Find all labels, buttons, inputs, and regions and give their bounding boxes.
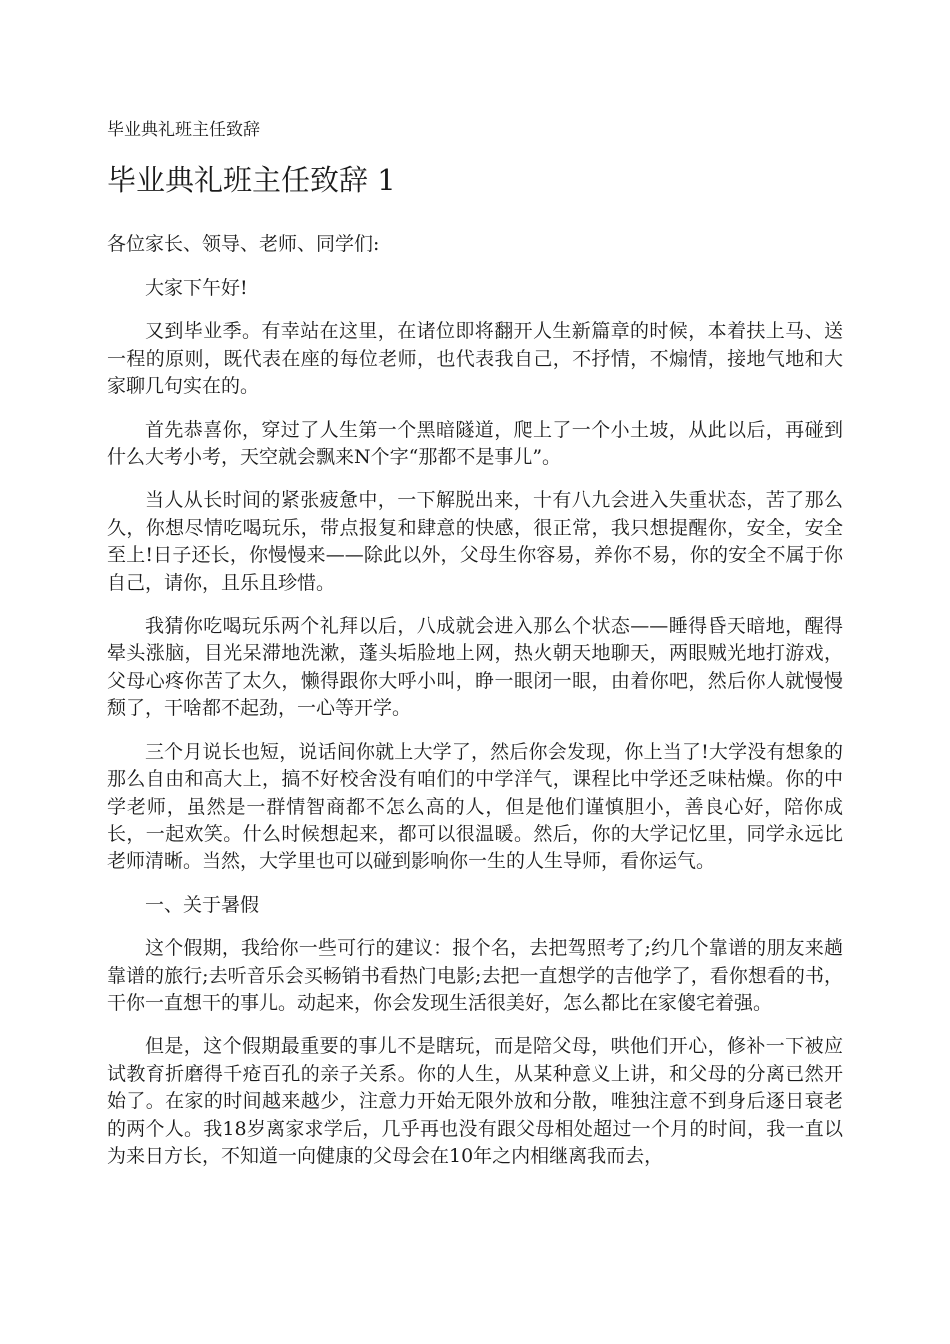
document-title: 毕业典礼班主任致辞 1 <box>107 163 396 197</box>
paragraph: 又到毕业季。有幸站在这里，在诸位即将翻开人生新篇章的时候，本着扶上马、送一程的原则，既代表在座的每位老师，也代表我自己，不抒情，不煽情，接地气地和大家聊几句实在的。 <box>107 320 843 398</box>
paragraph: 首先恭喜你，穿过了人生第一个黑暗隧道，爬上了一个小土坡，从此以后，再碰到什么大考小考，天空就会飘来N个字“那都不是事儿”。 <box>107 418 843 469</box>
paragraph: 三个月说长也短，说话间你就上大学了，然后你会发现，你上当了!大学没有想象的那么自由和高大上，搞不好校舍没有咱们的中学洋气，课程比中学还乏味枯燥。你的中学老师，虽然是一群情智商都不怎么高的人，但是他们谨慎胆小，善良心好，陪你成长，一起欢笑。什么时候想起来，都可以很温暖。然后，你的大学记忆里，同学永远比老师清晰。当然，大学里也可以碰到影响你一生的人生导师，看你运气。 <box>107 740 843 873</box>
running-header: 毕业典礼班主任致辞 <box>107 120 260 140</box>
document-body <box>107 275 843 1170</box>
section-heading: 一、关于暑假 <box>145 893 260 916</box>
paragraph: 我猜你吃喝玩乐两个礼拜以后，八成就会进入那么个状态——睡得昏天暗地，醒得晕头涨脑，目光呆滞地洗漱，蓬头垢脸地上网，热火朝天地聊天，两眼贼光地打游戏，父母心疼你苦了太久，懒得跟你大呼小叫，睁一眼闭一眼，由着你吧，然后你人就慢慢颓了，干啥都不起劲，一心等开学。 <box>107 615 843 720</box>
paragraph-greeting: 大家下午好! <box>145 277 248 299</box>
salutation: 各位家长、领导、老师、同学们: <box>107 233 380 255</box>
paragraph: 这个假期，我给你一些可行的建议：报个名，去把驾照考了;约几个靠谱的朋友来趟靠谱的旅行;去听音乐会买畅销书看热门电影;去把一直想学的吉他学了，看你想看的书，干你一直想干的事儿。动起来，你会发现生活很美好，怎么都比在家傻宅着强。 <box>107 937 843 1014</box>
paragraph: 但是，这个假期最重要的事儿不是瞎玩，而是陪父母，哄他们开心，修补一下被应试教育折磨得千疮百孔的亲子关系。你的人生，从某种意义上讲，和父母的分离已然开始了。在家的时间越来越少，注意力开始无限外放和分散，唯独注意不到身后逐日衰老的两个人。我18岁离家求学后，几乎再也没有跟父母相处超过一个月的时间，我一直以为来日方长，不知道一向健康的父母会在10年之内相继离我而去， <box>107 1035 843 1167</box>
paragraph: 当人从长时间的紧张疲惫中，一下解脱出来，十有八九会进入失重状态，苦了那么久，你想尽情吃喝玩乐，带点报复和肆意的快感，很正常，我只想提醒你，安全，安全至上!日子还长，你慢慢来——除此以外，父母生你容易，养你不易，你的安全不属于你自己，请你，且乐且珍惜。 <box>107 489 843 594</box>
